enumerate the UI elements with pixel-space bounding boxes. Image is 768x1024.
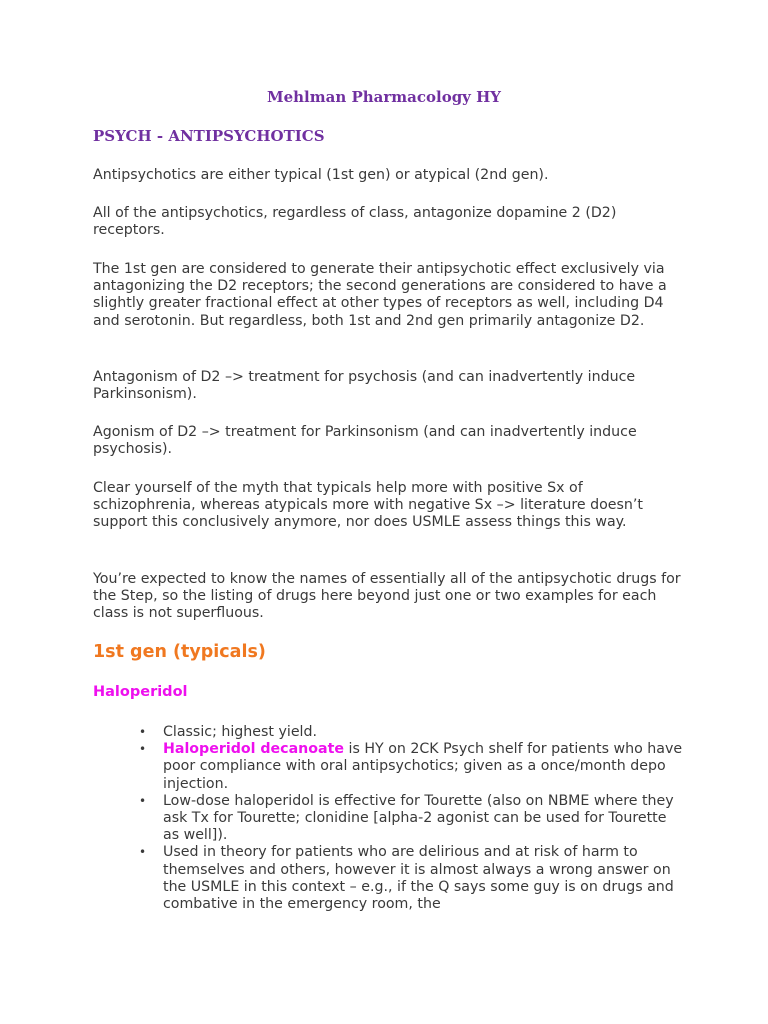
- drug-highlight: Haloperidol decanoate: [163, 741, 344, 758]
- list-item: [93, 724, 683, 741]
- paragraph-6: Clear yourself of the myth that typicals help more with positive Sx of schizophrenia, whereas atypicals more with negative Sx –> literature doesn’t support this conclusively anymore, nor does USMLE assess things this way.: [93, 480, 643, 531]
- section-title: PSYCH - ANTIPSYCHOTICS: [93, 127, 325, 145]
- paragraph-2: All of the antipsychotics, regardless of class, antagonize dopamine 2 (D2) receptors.: [93, 205, 617, 239]
- bullet-list: [93, 724, 683, 913]
- bullet-icon: •: [139, 725, 147, 739]
- bullet-icon: •: [139, 793, 147, 808]
- paragraph-3: The 1st gen are considered to generate their antipsychotic effect exclusively via antagonizing the D2 receptors; the second generations are considered to have a slightly greater fractional effect at other types of receptors as well, including D4 and serotonin. But regardless, both 1st and 2nd gen primarily antagonize D2.: [93, 261, 667, 329]
- bullet-text: Low-dose haloperidol is effective for Tourette (also on NBME where they ask Tx for Tourette; clonidine [alpha-2 agonist can be used for Tourette as well]).: [163, 792, 674, 844]
- paragraph-7: You’re expected to know the names of essentially all of the antipsychotic drugs for the Step, so the listing of drugs here beyond just one or two examples for each class is not superfluous.: [93, 571, 681, 622]
- gen-heading: 1st gen (typicals): [93, 642, 266, 662]
- list-item: [93, 793, 683, 845]
- bullet-icon: •: [139, 845, 147, 860]
- drug-heading: Haloperidol: [93, 684, 188, 700]
- bullet-text: is HY on 2CK Psych shelf for patients who have poor compliance with oral antipsychotics; given as a once/month depo injection.: [163, 741, 683, 792]
- bullet-icon: •: [139, 742, 147, 757]
- paragraph-1: Antipsychotics are either typical (1st gen) or atypical (2nd gen).: [93, 167, 549, 183]
- list-item: [93, 741, 683, 793]
- paragraph-5: Agonism of D2 –> treatment for Parkinsonism (and can inadvertently induce psychosis).: [93, 424, 637, 458]
- document-title: Mehlman Pharmacology HY: [266, 88, 502, 106]
- paragraph-4: Antagonism of D2 –> treatment for psychosis (and can inadvertently induce Parkinsonism).: [93, 369, 636, 403]
- bullet-text: Classic; highest yield.: [163, 724, 318, 740]
- bullet-text: Used in theory for patients who are delirious and at risk of harm to themselves and others, however it is almost always a wrong answer on the USMLE in this context – e.g., if the Q says some guy is on drugs and combative in the emergency room, the: [163, 844, 674, 913]
- list-item: [93, 844, 683, 913]
